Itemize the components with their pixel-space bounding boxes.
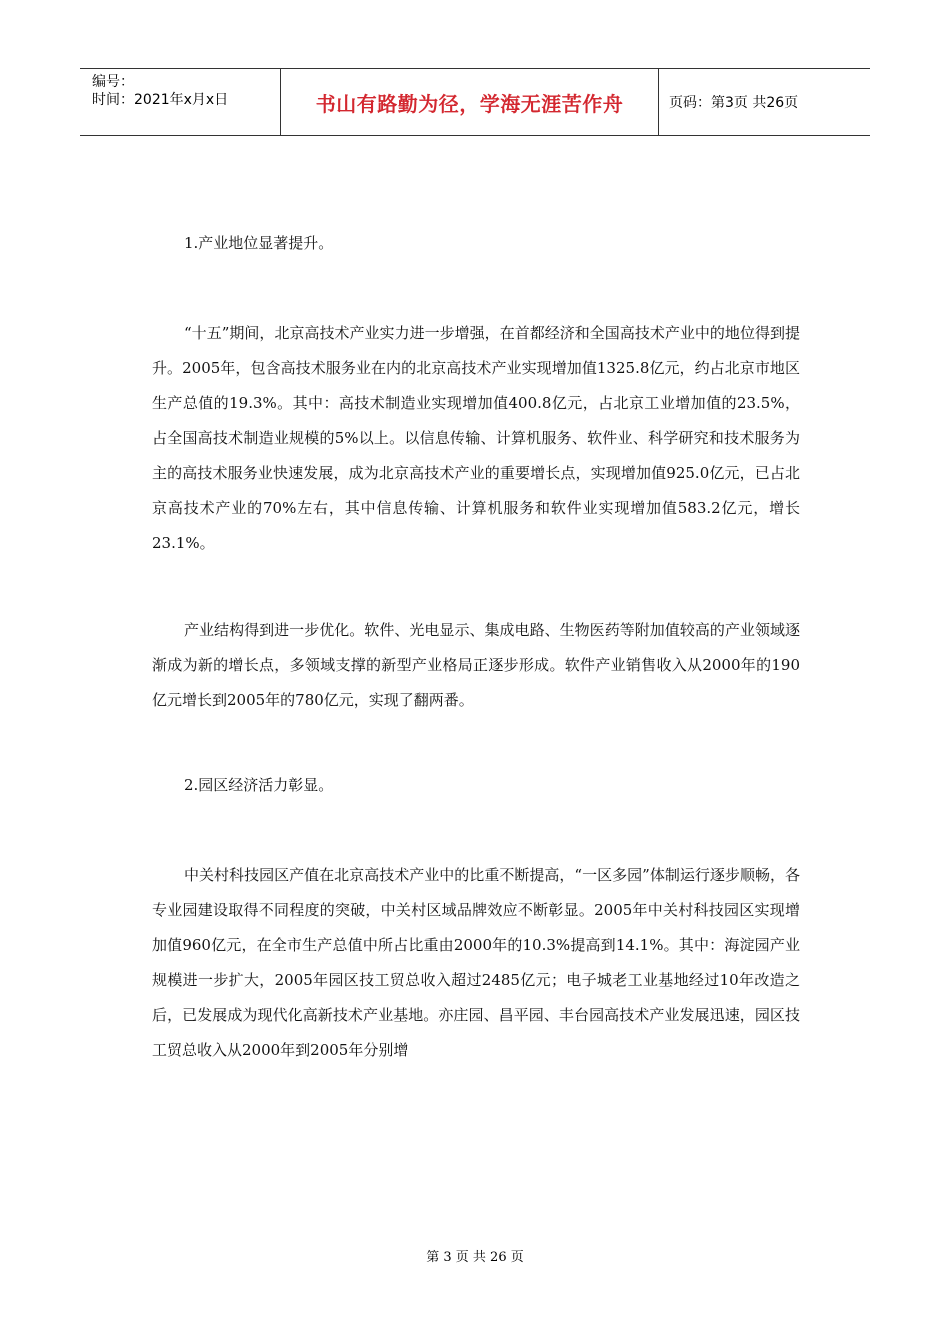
paragraph-1: “十五”期间，北京高技术产业实力进一步增强，在首都经济和全国高技术产业中的地位得到提升。2005年，包含高技术服务业在内的北京高技术产业实现增加值1325.8亿元，约占北京市地区生产总值的19.3%。其中：高技术制造业实现增加值400.8亿元，占北京工业增加值的23.5%，占全国高技术制造业规模的5%以上。以信息传输、计算机服务、软件业、科学研究和技术服务为主的高技术服务业快速发展，成为北京高技术产业的重要增长点，实现增加值925.0亿元，已占北京高技术产业的70%左右，其中信息传输、计算机服务和软件业实现增加值583.2亿元，增长23.1%。: [152, 324, 800, 552]
date-label: 时间：2021年x月x日: [92, 92, 229, 108]
header-meta: [80, 69, 281, 135]
code-label: 编号：: [92, 74, 134, 90]
paragraph-2: 产业结构得到进一步优化。软件、光电显示、集成电路、生物医药等附加值较高的产业领域逐渐成为新的增长点，多领域支撑的新型产业格局正逐步形成。软件产业销售收入从2000年的190亿元增长到2005年的780亿元，实现了翻两番。: [152, 621, 800, 709]
header-motto: 书山有路勤为径，学海无涯苦作舟: [281, 69, 659, 135]
document-body: [152, 228, 800, 1068]
section-heading-2: 2.园区经济活力彰显。: [184, 776, 334, 794]
header-page-info: 页码：第3页 共26页: [669, 95, 799, 111]
paragraph-3: 中关村科技园区产值在北京高技术产业中的比重不断提高，“一区多园”体制运行逐步顺畅，各专业园建设取得不同程度的突破，中关村区域品牌效应不断彰显。2005年中关村科技园区实现增加值960亿元，在全市生产总值中所占比重由2000年的10.3%提高到14.1%。其中：海淀园产业规模进一步扩大，2005年园区技工贸总收入超过2485亿元；电子城老工业基地经过10年改造之后，已发展成为现代化高新技术产业基地。亦庄园、昌平园、丰台园高技术产业发展迅速，园区技工贸总收入从2000年到2005年分别增: [152, 866, 800, 1059]
document-header: [80, 68, 870, 136]
page-footer: 第 3 页 共 26 页: [426, 1250, 524, 1265]
section-heading-1: 1.产业地位显著提升。: [184, 234, 334, 252]
